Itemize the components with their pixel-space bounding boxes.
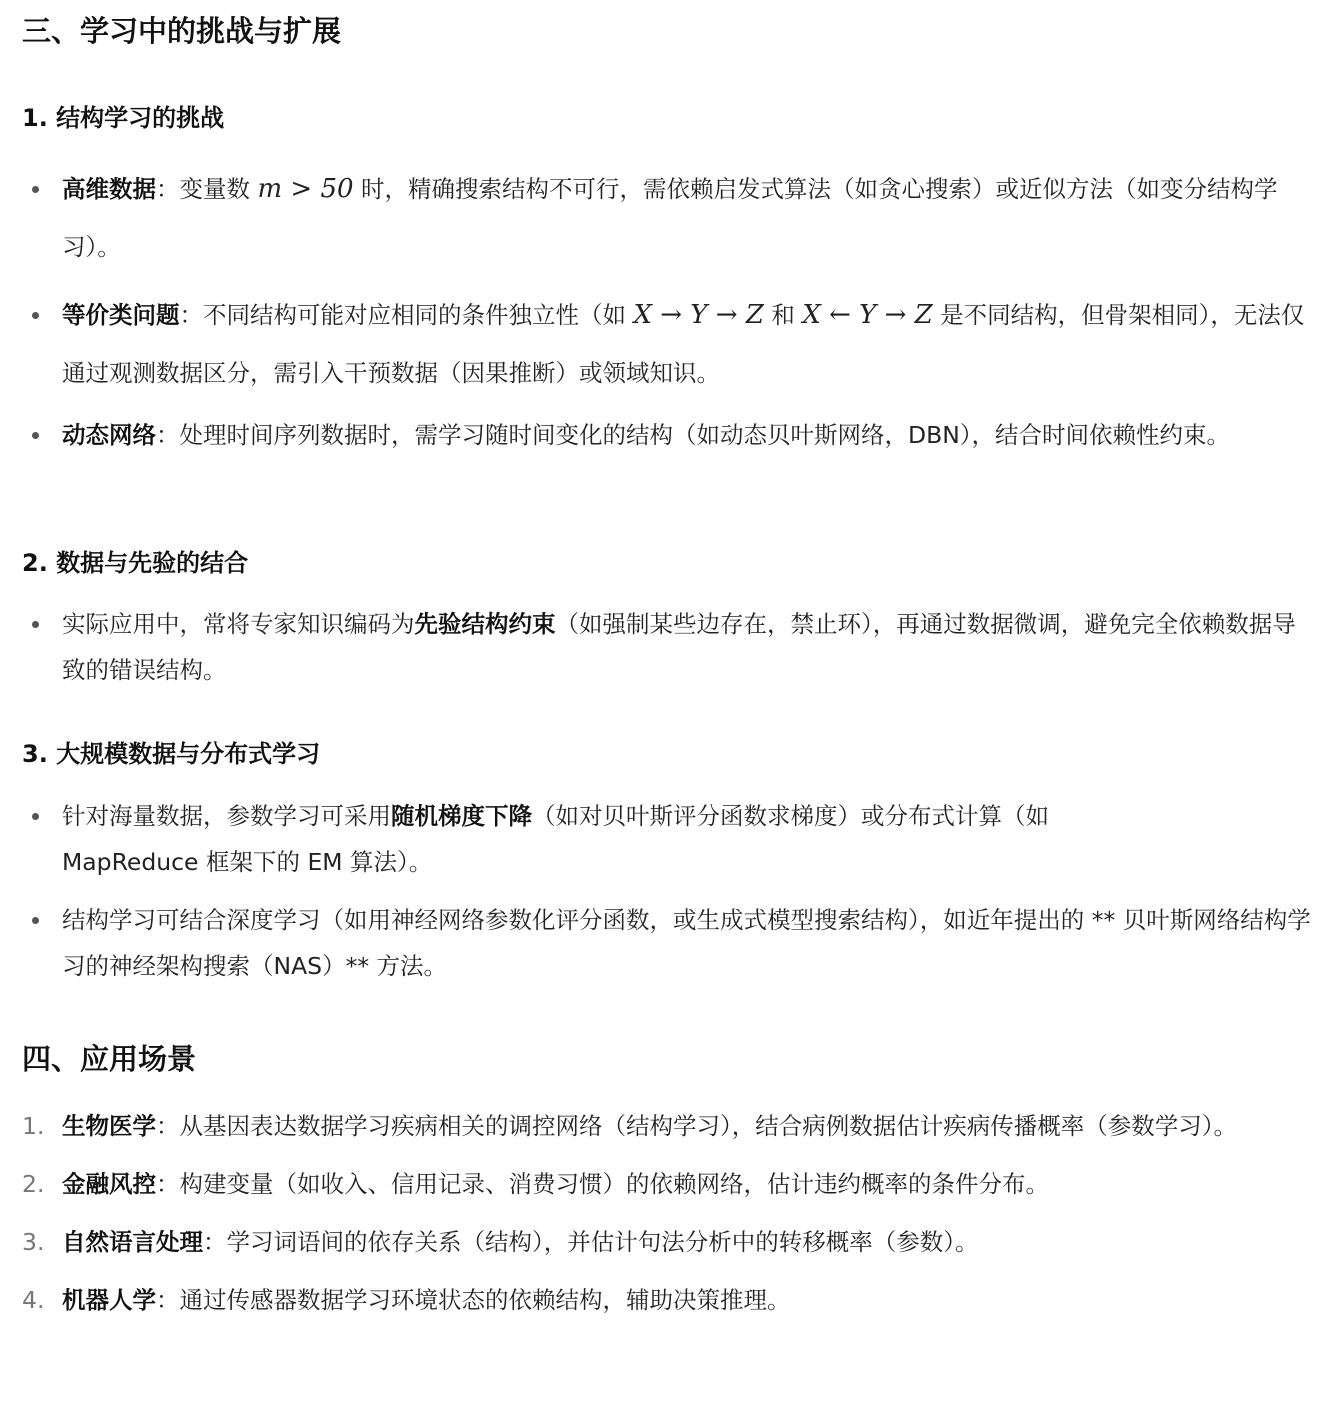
item-number: 2. bbox=[22, 1170, 45, 1198]
term-biomedicine: 生物医学 bbox=[62, 1112, 156, 1140]
list-item-sgd bbox=[22, 793, 1316, 885]
item-text: 是不同结构，但骨架相同），无法仅通过观测数据区分，需引入干预数据（因果推断）或领域知识。 bbox=[62, 301, 1305, 387]
item-text: 时，精确搜索结构不可行，需依赖启发式算法（如贪心搜索）或近似方法（如变分结构学习）。 bbox=[62, 175, 1278, 261]
list-item-nlp bbox=[22, 1219, 1316, 1265]
item-text: （如对贝叶斯评分函数求梯度）或分布式计算（如 bbox=[532, 802, 1049, 830]
math-chain-structure: X → Y → Z bbox=[633, 300, 764, 330]
subheading-structure-challenges: 1. 结构学习的挑战 bbox=[22, 104, 225, 132]
item-text: ：通过传感器数据学习环境状态的依赖结构，辅助决策推理。 bbox=[156, 1286, 791, 1314]
list-item-deep-learning bbox=[22, 897, 1316, 989]
item-text: MapReduce 框架下的 EM 算法）。 bbox=[62, 848, 433, 876]
structure-challenges-list bbox=[22, 160, 1316, 458]
applications-list bbox=[22, 1103, 1316, 1323]
item-number: 3. bbox=[22, 1228, 45, 1256]
term-prior-structure-constraint: 先验结构约束 bbox=[414, 610, 556, 638]
item-text: 实际应用中，常将专家知识编码为 bbox=[62, 610, 415, 638]
item-text: ：构建变量（如收入、信用记录、消费习惯）的依赖网络，估计违约概率的条件分布。 bbox=[156, 1170, 1049, 1198]
term-sgd: 随机梯度下降 bbox=[391, 802, 532, 830]
subheading-data-prior: 2. 数据与先验的结合 bbox=[22, 549, 249, 577]
term-dynamic-network: 动态网络 bbox=[62, 421, 156, 449]
item-text: （如强制某些边存在，禁止环），再通过数据微调，避免完全依赖数据导致的错误结构。 bbox=[62, 610, 1296, 684]
math-variable-m: m bbox=[257, 174, 283, 204]
math-greater-than: > bbox=[282, 174, 321, 204]
item-text: 结构学习可结合深度学习（如用神经网络参数化评分函数，或生成式模型搜索结构），如近年提出的 ** 贝叶斯网络结构学习的神经架构搜索（NAS）** 方法。 bbox=[62, 906, 1311, 980]
math-fork-structure: X ← Y → Z bbox=[802, 300, 933, 330]
term-equivalence-class: 等价类问题 bbox=[62, 301, 180, 329]
list-item-finance-risk bbox=[22, 1161, 1316, 1207]
term-finance-risk: 金融风控 bbox=[62, 1170, 156, 1198]
section-heading-applications: 四、应用场景 bbox=[22, 1042, 197, 1076]
item-text: ：学习词语间的依存关系（结构），并估计句法分析中的转移概率（参数）。 bbox=[203, 1228, 979, 1256]
item-text: ：变量数 bbox=[156, 175, 258, 203]
item-text: 针对海量数据，参数学习可采用 bbox=[62, 802, 391, 830]
item-text: ：不同结构可能对应相同的条件独立性（如 bbox=[179, 301, 634, 329]
section-heading-challenges: 三、学习中的挑战与扩展 bbox=[22, 14, 342, 48]
list-item-prior-constraint bbox=[22, 601, 1316, 693]
large-scale-list bbox=[22, 793, 1316, 989]
term-nlp: 自然语言处理 bbox=[62, 1228, 203, 1256]
list-item-equivalence-class bbox=[22, 286, 1316, 402]
term-robotics: 机器人学 bbox=[62, 1286, 156, 1314]
subheading-large-scale: 3. 大规模数据与分布式学习 bbox=[22, 740, 321, 768]
list-item-dynamic-network bbox=[22, 412, 1316, 458]
math-number-50: 50 bbox=[320, 174, 354, 204]
item-number: 4. bbox=[22, 1286, 45, 1314]
list-item-robotics bbox=[22, 1277, 1316, 1323]
item-text: ：处理时间序列数据时，需学习随时间变化的结构（如动态贝叶斯网络，DBN），结合时间依赖性约束。 bbox=[156, 421, 1231, 449]
list-item-high-dimensional bbox=[22, 160, 1316, 276]
term-high-dimensional: 高维数据 bbox=[62, 175, 156, 203]
item-number: 1. bbox=[22, 1112, 45, 1140]
item-text: 和 bbox=[763, 301, 803, 329]
item-text: ：从基因表达数据学习疾病相关的调控网络（结构学习），结合病例数据估计疾病传播概率（参数学习）。 bbox=[156, 1112, 1237, 1140]
data-prior-list bbox=[22, 601, 1316, 693]
list-item-biomedicine bbox=[22, 1103, 1316, 1149]
